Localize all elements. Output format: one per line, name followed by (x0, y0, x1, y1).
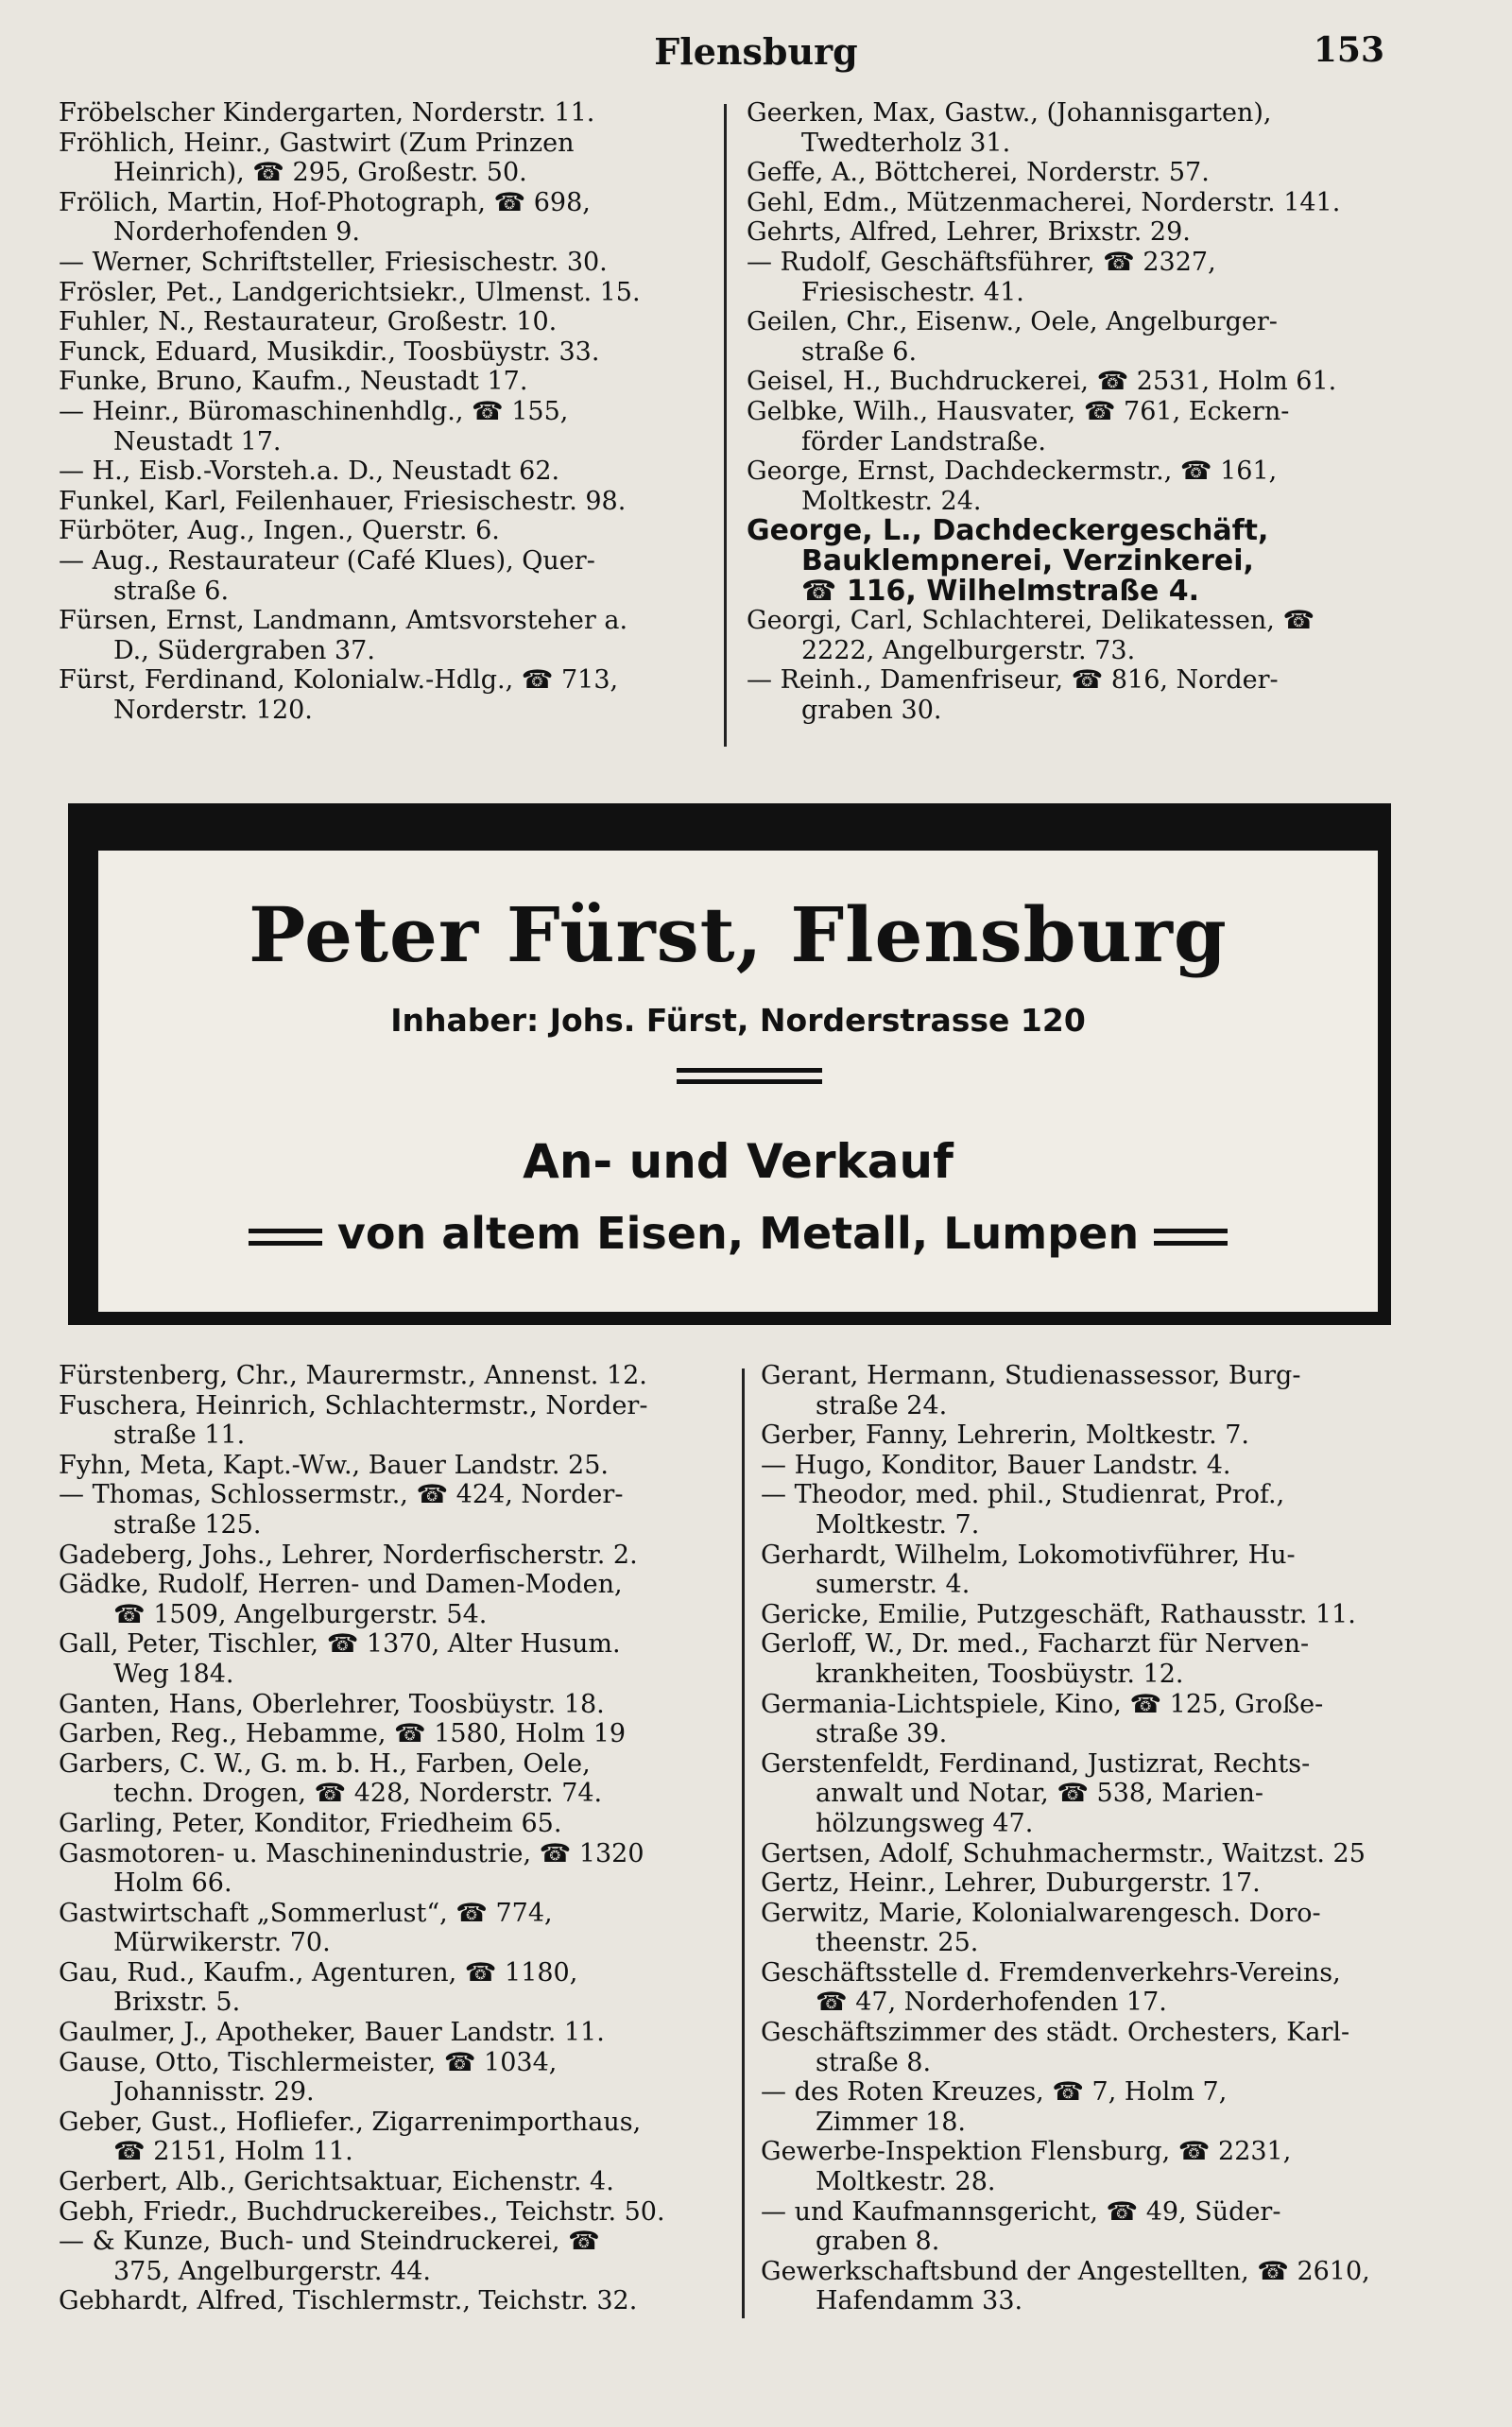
entry-continuation-line: Neustadt 17. (113, 426, 282, 456)
directory-entry (59, 1570, 720, 1629)
column-bottom-right (761, 1361, 1422, 2316)
directory-entry (59, 1749, 720, 1809)
entry-line: Gehrts, Alfred, Lehrer, Brixstr. 29. (747, 217, 1191, 248)
advertisement-line-1: An- und Verkauf (523, 1134, 954, 1189)
entry-continuation-line: techn. Drogen, ☎ 428, Norderstr. 74. (113, 1779, 603, 1809)
equals-ornament-right (1154, 1229, 1228, 1246)
entry-line: Fuhler, N., Restaurateur, Großestr. 10. (59, 307, 558, 337)
directory-entry (59, 516, 711, 546)
entry-line: Georgi, Carl, Schlachterei, Delikatessen, ☎ (747, 606, 1315, 636)
advertisement-line-2: von altem Eisen, Metall, Lumpen (336, 1208, 1140, 1259)
directory-entry (761, 2257, 1422, 2316)
entry-continuation-line: sumerstr. 4. (816, 1570, 971, 1600)
entry-line: Gebh, Friedr., Buchdruckereibes., Teichstr. 50. (59, 2196, 665, 2227)
directory-entry (59, 2167, 720, 2197)
double-rule (677, 1068, 822, 1084)
entry-line: Ganten, Hans, Oberlehrer, Toosbüystr. 18. (59, 1689, 605, 1719)
directory-entry (59, 98, 711, 129)
directory-entry (761, 1480, 1422, 1540)
directory-entry (761, 1839, 1422, 1869)
entry-continuation-line: Twedterholz 31. (801, 128, 1011, 158)
directory-entry (59, 456, 711, 487)
entry-line: Fürsen, Ernst, Landmann, Amtsvorsteher a. (59, 606, 628, 636)
directory-entry (761, 1600, 1422, 1630)
directory-entry (761, 2018, 1422, 2077)
entry-line: Frösler, Pet., Landgerichtsiekr., Ulmenst. 15. (59, 277, 641, 307)
directory-entry (747, 367, 1399, 397)
page-header (0, 26, 1512, 83)
directory-entry (747, 98, 1399, 158)
directory-entry (59, 278, 711, 308)
entry-line: Gadeberg, Johs., Lehrer, Norderfischerstr. 2. (59, 1540, 638, 1570)
entry-line: Gericke, Emilie, Putzgeschäft, Rathausstr. 11. (761, 1599, 1356, 1629)
entry-continuation-line: Brixstr. 5. (113, 1988, 241, 2018)
page-title: Flensburg (654, 30, 858, 73)
directory-entry (761, 1451, 1422, 1481)
entry-continuation-line: 375, Angelburgerstr. 44. (113, 2256, 431, 2286)
entry-continuation-line: ☎ 2151, Holm 11. (113, 2137, 353, 2167)
directory-entry (761, 1541, 1422, 1600)
entry-continuation-line: Johannisstr. 29. (113, 2077, 315, 2108)
advertisement-box (94, 847, 1382, 1316)
directory-entry (59, 1391, 720, 1451)
directory-entry (59, 1809, 720, 1839)
entry-continuation-line: straße 6. (113, 576, 230, 606)
directory-entry (59, 188, 711, 248)
entry-continuation-line: Zimmer 18. (816, 2107, 967, 2137)
entry-line: — H., Eisb.-Vorsteh.a. D., Neustadt 62. (59, 456, 560, 487)
directory-entry (59, 2197, 720, 2228)
entry-line: — und Kaufmannsgericht, ☎ 49, Süder- (761, 2196, 1281, 2227)
directory-entry (761, 1749, 1422, 1839)
entry-line: Germania-Lichtspiele, Kino, ☎ 125, Große- (761, 1689, 1324, 1719)
entry-line: Gewerbe-Inspektion Flensburg, ☎ 2231, (761, 2137, 1292, 2167)
directory-entry (59, 665, 711, 725)
entry-continuation-line: Norderstr. 120. (113, 695, 313, 725)
directory-entry (747, 456, 1399, 516)
directory-entry (59, 1541, 720, 1571)
entry-continuation-line: straße 24. (816, 1390, 948, 1420)
entry-line: Gall, Peter, Tischler, ☎ 1370, Alter Husum. (59, 1629, 621, 1660)
entry-line: George, L., Dachdeckergeschäft, (747, 514, 1269, 548)
entry-line: Gerstenfeldt, Ferdinand, Justizrat, Rechts- (761, 1748, 1311, 1779)
entry-line: Fröhlich, Heinr., Gastwirt (Zum Prinzen (59, 128, 575, 158)
entry-continuation-line: graben 30. (801, 695, 942, 725)
entry-continuation-line: ☎ 47, Norderhofenden 17. (816, 1988, 1167, 2018)
directory-entry (747, 248, 1399, 307)
entry-continuation-line: straße 6. (801, 336, 918, 367)
directory-entry (59, 1629, 720, 1689)
entry-line: — Thomas, Schlossermstr., ☎ 424, Norder- (59, 1480, 624, 1510)
directory-entry (59, 1690, 720, 1720)
entry-line: Gerbert, Alb., Gerichtsaktuar, Eichenstr. 4. (59, 2167, 614, 2197)
entry-line: George, Ernst, Dachdeckermstr., ☎ 161, (747, 456, 1278, 487)
directory-entry (747, 606, 1399, 665)
directory-entry (59, 337, 711, 368)
entry-line: Garbers, C. W., G. m. b. H., Farben, Oele, (59, 1748, 591, 1779)
entry-continuation-line: hölzungsweg 47. (816, 1808, 1034, 1838)
advertisement-owner: Inhaber: Johs. Fürst, Norderstrasse 120 (390, 1002, 1086, 1039)
directory-entry (59, 1451, 720, 1481)
directory-entry (59, 307, 711, 337)
entry-line: — Werner, Schriftsteller, Friesischestr. 30. (59, 247, 608, 277)
directory-entry (59, 1719, 720, 1749)
entry-continuation-line: straße 8. (816, 2047, 932, 2077)
entry-line: Gelbke, Wilh., Hausvater, ☎ 761, Eckern- (747, 396, 1290, 426)
column-bottom-left (59, 1361, 720, 2316)
entry-line: Gertz, Heinr., Lehrer, Duburgerstr. 17. (761, 1868, 1261, 1899)
entry-line: Gehl, Edm., Mützenmacherei, Norderstr. 141. (747, 187, 1341, 217)
entry-line: Gädke, Rudolf, Herren- und Damen-Moden, (59, 1570, 623, 1600)
directory-entry (59, 248, 711, 278)
entry-continuation-line: Moltkestr. 24. (801, 486, 982, 516)
entry-line: Gerant, Hermann, Studienassessor, Burg- (761, 1361, 1301, 1390)
entry-line: Gerloff, W., Dr. med., Facharzt für Nerven- (761, 1629, 1310, 1660)
directory-entry (59, 1839, 720, 1899)
entry-continuation-line: Mürwikerstr. 70. (113, 1928, 331, 1958)
directory-entry (761, 1690, 1422, 1749)
directory-entry (59, 129, 711, 188)
advertisement-title: Peter Fürst, Flensburg (249, 890, 1228, 979)
directory-entry (59, 2227, 720, 2286)
entry-line: Gause, Otto, Tischlermeister, ☎ 1034, (59, 2047, 558, 2077)
directory-entry (747, 188, 1399, 218)
directory-entry (59, 1899, 720, 1958)
entry-line: Gastwirtschaft „Sommerlust“, ☎ 774, (59, 1898, 553, 1928)
directory-entry (59, 546, 711, 606)
entry-line: Funck, Eduard, Musikdir., Toosbüystr. 33. (59, 336, 600, 367)
entry-line: — Theodor, med. phil., Studienrat, Prof., (761, 1480, 1285, 1510)
directory-entry (59, 2018, 720, 2048)
entry-line: Geisel, H., Buchdruckerei, ☎ 2531, Holm 61. (747, 367, 1337, 397)
column-top-right (747, 98, 1399, 725)
entry-line: Geschäftsstelle d. Fremdenverkehrs-Vereins, (761, 1957, 1341, 1988)
directory-entry (747, 516, 1399, 606)
directory-entry (747, 217, 1399, 248)
entry-line: Gebhardt, Alfred, Tischlermstr., Teichstr. 32. (59, 2286, 638, 2316)
entry-line: Geerken, Max, Gastw., (Johannisgarten), (747, 98, 1272, 128)
directory-entry (761, 1420, 1422, 1451)
column-divider-bottom (742, 1368, 745, 2318)
entry-continuation-line: straße 39. (816, 1719, 948, 1749)
entry-continuation-line: 2222, Angelburgerstr. 73. (801, 635, 1136, 665)
directory-entry (59, 2048, 720, 2108)
entry-continuation-line: D., Südergraben 37. (113, 635, 375, 665)
entry-line: Gerhardt, Wilhelm, Lokomotivführer, Hu- (761, 1540, 1296, 1570)
equals-ornament-left (249, 1229, 322, 1246)
entry-line: Gerwitz, Marie, Kolonialwarengesch. Doro- (761, 1898, 1321, 1928)
entry-continuation-line: krankheiten, Toosbüystr. 12. (816, 1659, 1184, 1689)
entry-line: Fürböter, Aug., Ingen., Querstr. 6. (59, 516, 500, 546)
directory-entry (747, 397, 1399, 456)
entry-continuation-line: graben 8. (816, 2227, 940, 2257)
advertisement-line-2-row (98, 1208, 1378, 1259)
directory-entry (59, 367, 711, 397)
entry-continuation-line: Heinrich), ☎ 295, Großestr. 50. (113, 158, 527, 188)
entry-line: — Rudolf, Geschäftsführer, ☎ 2327, (747, 247, 1216, 277)
directory-entry (761, 1629, 1422, 1689)
directory-entry (761, 2197, 1422, 2257)
directory-entry (747, 307, 1399, 367)
entry-continuation-line: ☎ 116, Wilhelmstraße 4. (801, 574, 1200, 608)
directory-entry (761, 1958, 1422, 2018)
entry-line: — Heinr., Büromaschinenhdlg., ☎ 155, (59, 396, 569, 426)
entry-continuation-line: Hafendamm 33. (816, 2286, 1023, 2316)
entry-line: — Aug., Restaurateur (Café Klues), Quer- (59, 545, 595, 576)
directory-entry (761, 2137, 1422, 2196)
entry-line: Funke, Bruno, Kaufm., Neustadt 17. (59, 367, 528, 397)
column-top-left (59, 98, 711, 725)
entry-line: Gasmotoren- u. Maschinenindustrie, ☎ 1320 (59, 1838, 644, 1868)
directory-entry (747, 665, 1399, 725)
entry-line: Fuschera, Heinrich, Schlachtermstr., Norder- (59, 1390, 648, 1420)
entry-line: — Hugo, Konditor, Bauer Landstr. 4. (761, 1450, 1231, 1480)
entry-line: Gertsen, Adolf, Schuhmachermstr., Waitzst. 25 (761, 1838, 1366, 1868)
directory-entry (59, 397, 711, 456)
directory-entry (59, 2108, 720, 2167)
entry-continuation-line: Moltkestr. 7. (816, 1509, 980, 1540)
entry-line: — des Roten Kreuzes, ☎ 7, Holm 7, (761, 2077, 1228, 2108)
directory-entry (747, 158, 1399, 188)
directory-entry (761, 1868, 1422, 1899)
entry-line: Gau, Rud., Kaufm., Agenturen, ☎ 1180, (59, 1957, 578, 1988)
directory-entry (59, 487, 711, 517)
directory-entry (59, 1361, 720, 1391)
entry-line: Gewerkschaftsbund der Angestellten, ☎ 2610, (761, 2256, 1370, 2286)
entry-line: — & Kunze, Buch- und Steindruckerei, ☎ (59, 2227, 600, 2257)
entry-line: Garben, Reg., Hebamme, ☎ 1580, Holm 19 (59, 1719, 627, 1749)
entry-continuation-line: theenstr. 25. (816, 1928, 979, 1958)
entry-line: Fröbelscher Kindergarten, Norderstr. 11. (59, 98, 595, 128)
entry-line: Gaulmer, J., Apotheker, Bauer Landstr. 11. (59, 2018, 605, 2048)
entry-line: Fyhn, Meta, Kapt.-Ww., Bauer Landstr. 25. (59, 1450, 609, 1480)
entry-line: Frölich, Martin, Hof-Photograph, ☎ 698, (59, 187, 591, 217)
entry-continuation-line: förder Landstraße. (801, 426, 1046, 456)
entry-continuation-line: Friesischestr. 41. (801, 277, 1024, 307)
column-divider-top (724, 104, 727, 747)
entry-continuation-line: Moltkestr. 28. (816, 2167, 996, 2197)
entry-line: Geschäftszimmer des städt. Orchesters, Karl- (761, 2018, 1350, 2048)
entry-line: Funkel, Karl, Feilenhauer, Friesischestr. 98. (59, 486, 627, 516)
entry-line: Fürstenberg, Chr., Maurermstr., Annenst. 12. (59, 1361, 647, 1390)
entry-line: Geilen, Chr., Eisenw., Oele, Angelburger- (747, 307, 1278, 337)
directory-entry (59, 606, 711, 665)
directory-entry (761, 2077, 1422, 2137)
entry-line: Geber, Gust., Hofliefer., Zigarrenimporthaus, (59, 2107, 642, 2137)
entry-continuation-line: straße 125. (113, 1509, 262, 1540)
entry-continuation-line: Holm 66. (113, 1868, 232, 1899)
directory-entry (59, 1958, 720, 2018)
entry-continuation-line: Weg 184. (113, 1659, 234, 1689)
entry-continuation-line: Norderhofenden 9. (113, 217, 360, 248)
directory-entry (761, 1361, 1422, 1420)
entry-line: Geffe, A., Böttcherei, Norderstr. 57. (747, 158, 1210, 188)
entry-line: Fürst, Ferdinand, Kolonialw.-Hdlg., ☎ 713, (59, 665, 619, 696)
directory-entry (59, 1480, 720, 1540)
directory-entry (59, 2286, 720, 2316)
entry-continuation-line: straße 11. (113, 1420, 246, 1451)
entry-line: Garling, Peter, Konditor, Friedheim 65. (59, 1808, 562, 1838)
page-number: 153 (1313, 30, 1384, 70)
entry-continuation-line: ☎ 1509, Angelburgerstr. 54. (113, 1599, 488, 1629)
entry-line: — Reinh., Damenfriseur, ☎ 816, Norder- (747, 665, 1279, 696)
entry-continuation-line: anwalt und Notar, ☎ 538, Marien- (816, 1779, 1264, 1809)
entry-continuation-line: Bauklempnerei, Verzinkerei, (801, 543, 1254, 577)
directory-entry (761, 1899, 1422, 1958)
entry-line: Gerber, Fanny, Lehrerin, Moltkestr. 7. (761, 1420, 1250, 1451)
